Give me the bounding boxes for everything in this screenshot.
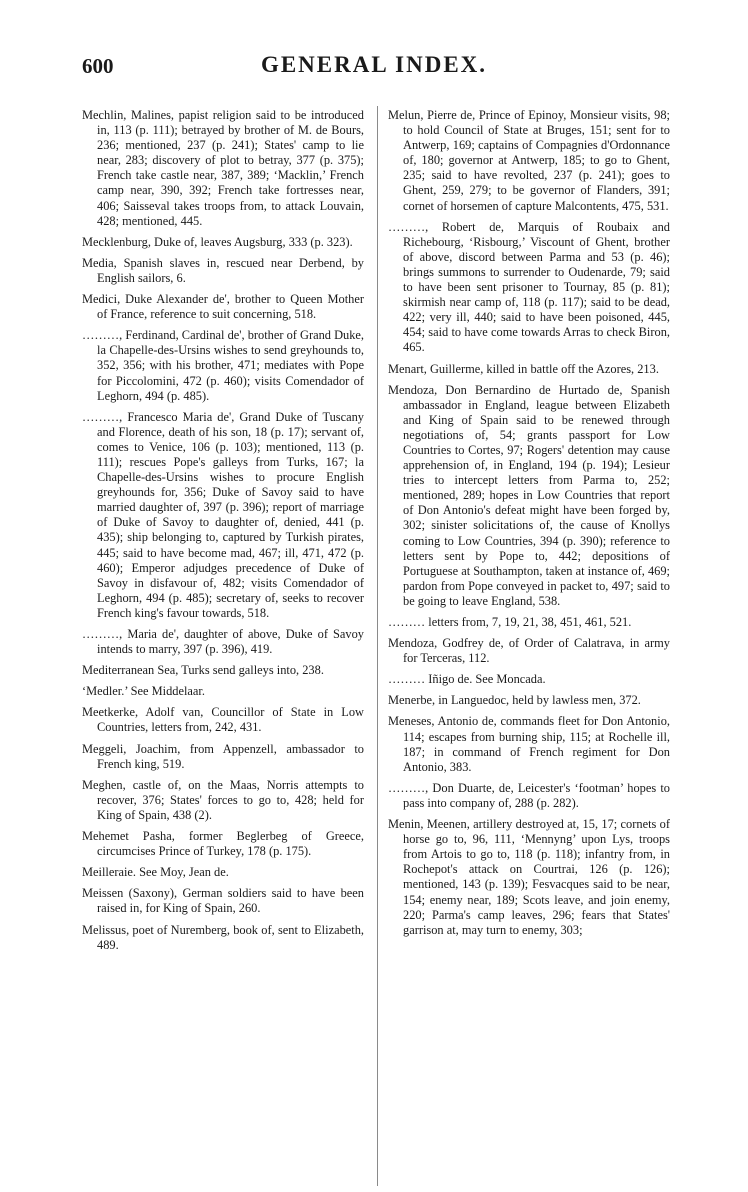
index-entry: Meghen, castle of, on the Maas, Norris attempts to recover, 376; States' forces to go to, 428; held for King of Spain, 438 (2). xyxy=(82,777,364,822)
page-number: 600 xyxy=(82,54,114,78)
index-entry: Menerbe, in Languedoc, held by lawless men, 372. xyxy=(388,693,641,708)
index-entry: Melun, Pierre de, Prince of Epinoy, Monsieur visits, 98; to hold Council of State at Bruges, 151; sent for to Antwerp, 169; captains of Compagnies d'Ordonnance of, 180; governor at Antwerp, 185; to go to Ghent, 235; said to have revolted, 237 (p. 241); goes to Ghent, 259, 279; to be governor of Flanders, 391; cornet of horsemen of capture Malcontents, 475, 531. xyxy=(388,108,670,213)
index-entry: Menin, Meenen, artillery destroyed at, 15, 17; cornets of horse go to, 96, 111, ‘Mennyng’ upon Lys, troops from Artois to go to, 118 (p. 118); infantry from, in Rochepot's attack on Courtrai, 126 (p. 126); mentioned, 143 (p. 139); Fesvacques said to be near, 154; enemy near, 189; Scots leave, and join enemy, 220; Parma's camp leaves, 296; fears that States' garrison at, may turn to enemy, 303; xyxy=(388,817,670,937)
index-entry: Meilleraie. See Moy, Jean de. xyxy=(82,865,229,880)
index-entry: ………, Don Duarte, de, Leicester's ‘footman’ hopes to pass into company of, 288 (p. 282). xyxy=(388,780,670,810)
index-entry: Meissen (Saxony), German soldiers said to have been raised in, for King of Spain, 260. xyxy=(82,886,364,916)
index-entry: ‘Medler.’ See Middelaar. xyxy=(82,684,205,699)
index-entry: Meggeli, Joachim, from Appenzell, ambassador to French king, 519. xyxy=(82,741,364,771)
index-entry: Mendoza, Godfrey de, of Order of Calatrava, in army for Terceras, 112. xyxy=(388,636,670,666)
index-entry: Media, Spanish slaves in, rescued near Derbend, by English sailors, 6. xyxy=(82,255,364,285)
left-column xyxy=(82,108,364,959)
column-divider xyxy=(377,106,378,1186)
index-entry: ………, Maria de', daughter of above, Duke of Savoy intends to marry, 397 (p. 396), 419. xyxy=(82,627,364,657)
index-entry: Meetkerke, Adolf van, Councillor of State in Low Countries, letters from, 242, 431. xyxy=(82,705,364,735)
running-title: GENERAL INDEX. xyxy=(260,52,488,77)
index-entry: ………, Robert de, Marquis of Roubaix and Richebourg, ‘Risbourg,’ Viscount of Ghent, brother of above, discord between Parma and 53 (p. 46); brings summons to surrender to Oudenarde, 79; said to have been sent prisoner to Tournay, 85 (p. 81); skirmish near camp of, 118 (p. 117); said to be dead, 422; very ill, 440; said to have been poisoned, 445, 454; said to have come towards Arras to check Biron, 465. xyxy=(388,219,670,355)
right-column xyxy=(388,108,670,944)
index-entry: ……… Iñigo de. See Moncada. xyxy=(388,672,546,687)
page-header xyxy=(0,52,748,82)
index-entry: ………, Ferdinand, Cardinal de', brother of Grand Duke, la Chapelle-des-Ursins wishes to send greyhounds to, 352, 356; with his brother, 471; mediates with Pope for Piccolomini, 472 (p. 460); visits Comendador of Leghorn, 494 (p. 485). xyxy=(82,328,364,403)
index-entry: Melissus, poet of Nuremberg, book of, sent to Elizabeth, 489. xyxy=(82,922,364,952)
index-entry: Medici, Duke Alexander de', brother to Queen Mother of France, reference to suit concerning, 518. xyxy=(82,292,364,322)
index-entry: ………, Francesco Maria de', Grand Duke of Tuscany and Florence, death of his son, 18 (p. 17); servant of, comes to Venice, 106 (p. 103); mentioned, 113 (p. 111); rescues Pope's galleys from Turks, 167; la Chapelle-des-Ursins wishes to procure English greyhounds for, 356; Duke of Savoy said to have married daughter of, 397 (p. 396); report of marriage of Duke of Savoy to daughter of, denied, 441 (p. 435); ship belonging to, captured by Turkish pirates, 445; said to have become mad, 467; ill, 471, 472 (p. 460); Emperor adjudges precedence of Duke of Savoy in disfavour of, 482; visits Comendador of Leghorn, 494 (p. 485); secretary of, seeks to recover French king's favour towards, 518. xyxy=(82,409,364,620)
index-entry: Menart, Guillerme, killed in battle off the Azores, 213. xyxy=(388,361,659,376)
index-entry: ……… letters from, 7, 19, 21, 38, 451, 461, 521. xyxy=(388,615,632,629)
index-entry: Mecklenburg, Duke of, leaves Augsburg, 333 (p. 323). xyxy=(82,234,353,249)
index-entry: Meneses, Antonio de, commands fleet for Don Antonio, 114; escapes from burning ship, 115; at Rochelle ill, 187; in command of French regiment for Don Antonio, 383. xyxy=(388,714,670,774)
index-entry: Mechlin, Malines, papist religion said to be introduced in, 113 (p. 111); betrayed by brother of M. de Bours, 236; mentioned, 237 (p. 241); States' camp to lie near, 283; discovery of plot to betray, 377 (p. 375); French take castle near, 387, 389; ‘Macklin,’ French camp near, 390, 392; French take fortresses near, 406; Saisseval takes troops from, to attack Louvain, 428; mentioned, 445. xyxy=(82,108,364,228)
index-entry: Mendoza, Don Bernardino de Hurtado de, Spanish ambassador in England, league between Elizabeth and King of Spain said to be renewed through negotiations of, 54; grants passport for Low Countries to Cortes, 97; Rogers' detention may cause apprehension of, in England, 194 (p. 194); Lesieur tries to intercept letters from Parma to, 252; mentioned, 289; hopes in Low Countries that report of Don Antonio's defeat might have been forged by, 302; sinister solicitations of, the cause of Knollys coming to Low Countries, 394 (p. 390); reference to letters sent by Pope to, 442; depositions of Portuguese at Southampton, taken at instance of, 469; pardon from Pope conveyed in packet to, 497; said to be going to leave England, 538. xyxy=(388,382,670,608)
index-entry: Mediterranean Sea, Turks send galleys into, 238. xyxy=(82,663,324,678)
index-entry: Mehemet Pasha, former Beglerbeg of Greece, circumcises Prince of Turkey, 178 (p. 175). xyxy=(82,829,364,859)
